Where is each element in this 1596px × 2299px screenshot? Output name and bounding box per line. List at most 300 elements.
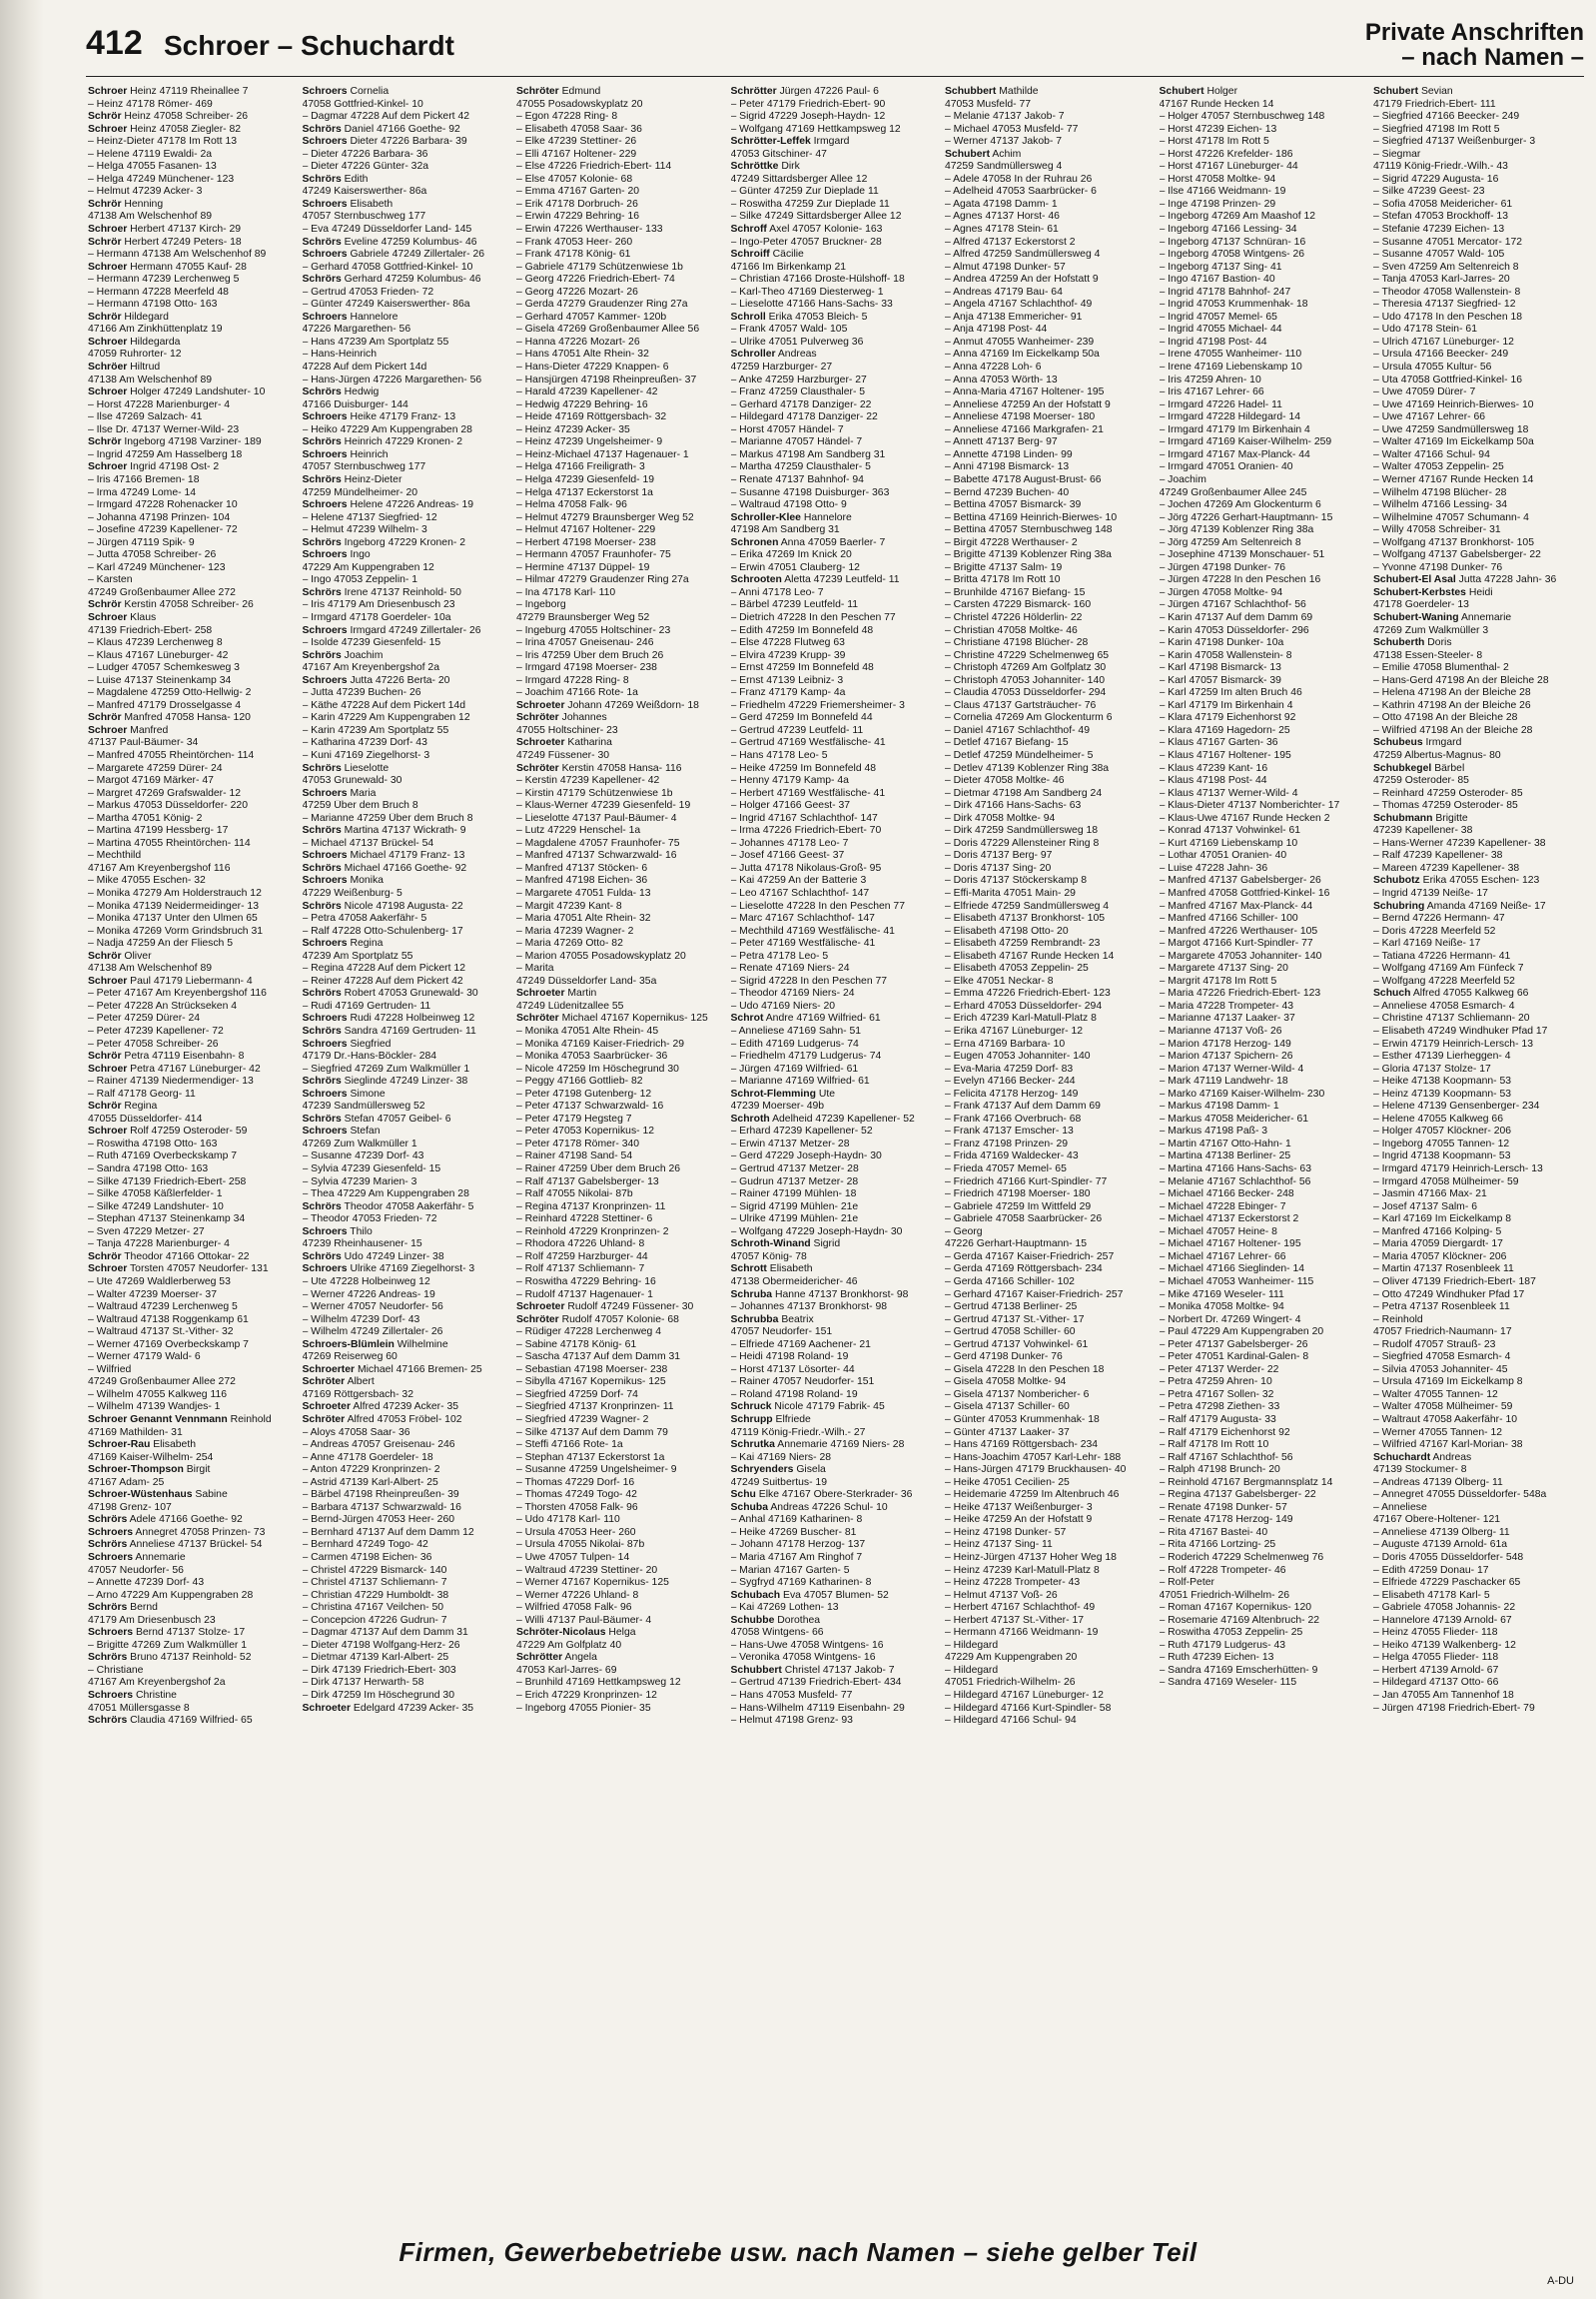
- entry-surname: Schroeter: [302, 1401, 352, 1413]
- entry-details: Udo 47249 Linzer- 38: [344, 1250, 444, 1262]
- directory-entry: [303, 1276, 510, 1289]
- entry-details: – Wilhelm 47139 Wandjes- 1: [88, 1401, 221, 1413]
- directory-entry: [1160, 174, 1367, 187]
- directory-entry: [1160, 888, 1367, 901]
- entry-details: Erika 47055 Eschen- 123: [1422, 875, 1540, 887]
- directory-entry: [303, 1064, 510, 1077]
- entry-details: – Irmgard 47167 Max-Planck- 44: [1159, 448, 1310, 460]
- entry-details: – Josefine 47239 Kapellener- 72: [88, 524, 238, 536]
- directory-entry: [516, 938, 724, 951]
- entry-details: – Gerhard 47178 Danziger- 22: [730, 398, 872, 410]
- entry-details: – Sigrid 47229 Joseph-Haydn- 12: [730, 111, 886, 123]
- entry-details: – Rita 47167 Bastei- 40: [1159, 1526, 1268, 1538]
- directory-entry: [1373, 1401, 1581, 1414]
- directory-entry: [88, 1652, 296, 1665]
- directory-entry: [945, 763, 1153, 776]
- entry-details: Hannelore: [803, 511, 852, 523]
- directory-entry: [1160, 424, 1367, 437]
- directory-entry: [1160, 1339, 1367, 1352]
- directory-entry: [1160, 111, 1367, 124]
- entry-details: Heinz 47119 Rheinallee 7: [130, 86, 249, 97]
- entry-details: – Werner 47226 Andreas- 19: [302, 1288, 435, 1300]
- entry-surname: Schruba: [730, 1288, 773, 1300]
- directory-entry: [1373, 362, 1581, 375]
- directory-entry: [731, 1389, 939, 1402]
- entry-details: – Ralf 47179 Eichenhorst 92: [1159, 1426, 1290, 1438]
- directory-entry: [516, 1514, 724, 1527]
- directory-entry: [731, 362, 939, 375]
- directory-entry: [1373, 1276, 1581, 1289]
- directory-entry: [1373, 1238, 1581, 1251]
- directory-entry: [88, 700, 296, 713]
- directory-entry: [1373, 174, 1581, 187]
- entry-details: – Ruth 47179 Ludgerus- 43: [1159, 1639, 1286, 1651]
- entry-details: 47166 Im Birkenkamp 21: [730, 261, 847, 273]
- entry-details: Rudolf 47249 Füssener- 30: [567, 1301, 694, 1313]
- directory-entry: [1373, 1539, 1581, 1552]
- entry-details: – Ingrid 47259 Am Hasselberg 18: [88, 448, 243, 460]
- entry-details: – Petra 47298 Ziethen- 33: [1159, 1401, 1280, 1413]
- entry-details: – Uwe 47059 Dürer- 7: [1373, 386, 1476, 398]
- entry-surname: Schuchardt: [1373, 1451, 1431, 1463]
- directory-entry: [303, 262, 510, 275]
- entry-details: – Wolfgang 47137 Bronkhorst- 105: [1373, 536, 1534, 548]
- entry-details: – Annette 47198 Linden- 99: [945, 448, 1073, 460]
- directory-entry: [88, 1351, 296, 1364]
- entry-details: Christel 47137 Jakob- 7: [784, 1664, 895, 1676]
- directory-entry: [1160, 474, 1367, 487]
- directory-entry: [88, 1314, 296, 1327]
- entry-details: – Heike 47259 Im Bonnefeld 48: [730, 762, 877, 774]
- directory-entry: [945, 1238, 1153, 1251]
- directory-entry: [1160, 612, 1367, 625]
- directory-entry: [945, 913, 1153, 926]
- entry-details: – Ingrid 47053 Krummenhak- 18: [1159, 299, 1308, 311]
- directory-entry: [1160, 1627, 1367, 1640]
- entry-details: – Brigitte 47139 Koblenzer Ring 38a: [945, 549, 1112, 561]
- entry-details: – Heinz-Dieter 47178 Im Rott 13: [88, 136, 238, 148]
- entry-details: – Dirk 47058 Moltke- 94: [945, 812, 1056, 824]
- directory-entry: [303, 1026, 510, 1039]
- directory-entry: [945, 186, 1153, 199]
- entry-details: – Peter 47179 Friedrich-Ebert- 90: [730, 98, 886, 110]
- entry-details: – Hans 47051 Alte Rhein- 32: [516, 349, 649, 361]
- entry-details: – Georg: [945, 1225, 983, 1237]
- entry-details: – Christian 47229 Humboldt- 38: [302, 1589, 449, 1601]
- entry-details: 47139 Stockumer- 8: [1373, 1464, 1467, 1476]
- entry-details: – Hermann 47239 Lerchenweg 5: [88, 274, 240, 286]
- entry-details: – Ilse 47166 Weidmann- 19: [1159, 186, 1286, 198]
- directory-entry: [1373, 1590, 1581, 1603]
- entry-details: – Ulrike 47199 Mühlen- 21e: [730, 1213, 859, 1225]
- directory-entry: [945, 951, 1153, 964]
- directory-entry: [303, 274, 510, 287]
- directory-entry: [88, 637, 296, 650]
- directory-entry: [731, 224, 939, 237]
- directory-entry: [731, 1076, 939, 1089]
- directory-entry: [516, 888, 724, 901]
- directory-entry: [945, 1126, 1153, 1139]
- entry-details: – Heiko 47139 Walkenberg- 12: [1373, 1639, 1516, 1651]
- entry-details: – Jürgen 47119 Spik- 9: [88, 536, 195, 548]
- directory-entry: [303, 675, 510, 688]
- entry-details: 47166 Am Zinkhüttenplatz 19: [88, 324, 223, 336]
- entry-details: – Horst 47226 Krefelder- 186: [1159, 148, 1293, 160]
- directory-entry: [731, 599, 939, 612]
- entry-details: – Gerda 47279 Graudenzer Ring 27a: [516, 299, 688, 311]
- directory-column: [1373, 86, 1588, 2205]
- entry-details: – Heinz 47239 Karl-Matull-Platz 8: [945, 1564, 1100, 1576]
- directory-entry: [945, 1514, 1153, 1527]
- entry-details: Axel 47057 Kolonie- 163: [769, 224, 883, 236]
- directory-entry: [945, 1351, 1153, 1364]
- entry-surname: Schroer: [88, 461, 128, 473]
- entry-details: – Andrea 47259 An der Hofstatt 9: [945, 274, 1099, 286]
- directory-entry: [1373, 1339, 1581, 1352]
- directory-entry: [1373, 1627, 1581, 1640]
- entry-details: – Günter 47137 Laaker- 37: [945, 1426, 1070, 1438]
- entry-details: Heike 47179 Franz- 13: [350, 411, 456, 423]
- directory-entry: [1373, 1565, 1581, 1578]
- directory-entry: [88, 224, 296, 237]
- directory-entry: [303, 512, 510, 525]
- directory-entry: [1160, 237, 1367, 250]
- directory-entry: [88, 287, 296, 300]
- directory-entry: [88, 1101, 296, 1114]
- entry-details: – Petra 47259 Ahren- 10: [1159, 1376, 1272, 1388]
- directory-entry: [731, 1201, 939, 1214]
- entry-details: – Anneliese 47169 Sahn- 51: [730, 1026, 862, 1038]
- entry-details: – Michael 47167 Holtener- 195: [1159, 1238, 1301, 1250]
- entry-details: – Hildegard 47167 Lüneburger- 12: [945, 1690, 1104, 1701]
- footer-code: A-DU: [1547, 2275, 1574, 2287]
- entry-surname: Schroers: [302, 1013, 348, 1025]
- directory-entry: [88, 650, 296, 663]
- entry-details: 47226 Margarethen- 56: [302, 324, 411, 336]
- entry-details: – Margarete 47259 Dürer- 24: [88, 762, 223, 774]
- directory-entry: [303, 86, 510, 99]
- directory-entry: [731, 1590, 939, 1603]
- entry-details: – Sandra 47169 Emscherhütten- 9: [1159, 1664, 1318, 1676]
- directory-entry: [1160, 1590, 1367, 1603]
- directory-entry: [945, 1590, 1153, 1603]
- entry-details: – Silke 47139 Friedrich-Ebert- 258: [88, 1175, 247, 1187]
- entry-details: – Helene 47119 Ewaldi- 2a: [88, 148, 213, 160]
- directory-entry: [303, 1376, 510, 1389]
- directory-entry: [88, 1527, 296, 1540]
- directory-entry: [945, 1414, 1153, 1427]
- directory-entry: [945, 349, 1153, 362]
- directory-entry: [1160, 512, 1367, 525]
- directory-entry: [945, 1627, 1153, 1640]
- directory-entry: [945, 875, 1153, 888]
- entry-details: – Ralf 47167 Schlachthof- 56: [1159, 1451, 1293, 1463]
- entry-details: – Anneliese 47058 Esmarch- 4: [1373, 1000, 1515, 1012]
- entry-details: Nicole 47198 Augusta- 22: [344, 900, 463, 912]
- directory-entry: [1373, 287, 1581, 300]
- entry-details: – Margarete 47137 Sing- 20: [1159, 963, 1288, 975]
- entry-details: – Manfred 47137 Gabelsberger- 26: [1159, 875, 1321, 887]
- directory-entry: [88, 1263, 296, 1276]
- directory-entry: [731, 1489, 939, 1502]
- directory-entry: [945, 1213, 1153, 1226]
- entry-details: – Tatiana 47226 Hermann- 41: [1373, 950, 1511, 962]
- entry-details: – Ralf 47239 Kapellener- 38: [1373, 850, 1503, 862]
- entry-details: – Hans-Jürgen 47179 Bruckhausen- 40: [945, 1464, 1127, 1476]
- entry-details: – Heinz 47139 Koopmann- 53: [1373, 1088, 1512, 1100]
- entry-surname: Schroers: [302, 1088, 348, 1100]
- directory-entry: [88, 662, 296, 675]
- directory-entry: [303, 1677, 510, 1690]
- entry-details: – Gloria 47137 Stolze- 17: [1373, 1063, 1491, 1075]
- entry-details: Irmgard: [1425, 737, 1462, 749]
- directory-entry: [303, 1389, 510, 1402]
- entry-surname: Schrör: [88, 111, 122, 123]
- entry-details: – Manfred 47137 Stöcken- 6: [516, 862, 648, 874]
- entry-details: 47259 Über dem Bruch 8: [302, 800, 418, 812]
- entry-details: – Heike 47269 Buscher- 81: [730, 1526, 857, 1538]
- directory-entry: [303, 1427, 510, 1440]
- entry-details: – Roderich 47229 Schelmenweg 76: [1159, 1551, 1324, 1563]
- directory-entry: [303, 424, 510, 437]
- entry-surname: Schroers: [302, 311, 348, 323]
- entry-details: – Irina 47057 Gneisenau- 246: [516, 637, 654, 649]
- directory-entry: [88, 386, 296, 399]
- entry-details: – Dieter 47058 Moltke- 46: [945, 775, 1065, 787]
- entry-details: – Detlef 47259 Mündelheimer- 5: [945, 749, 1094, 761]
- directory-entry: [1373, 1652, 1581, 1665]
- directory-entry: [303, 599, 510, 612]
- entry-surname: Schroers: [302, 674, 348, 686]
- directory-entry: [1373, 562, 1581, 575]
- entry-surname: Schubach: [730, 1589, 781, 1601]
- directory-entry: [88, 988, 296, 1001]
- entry-details: – Maria 47239 Wagner- 2: [516, 925, 634, 937]
- entry-details: – Monika 47269 Vorm Grindsbruch 31: [88, 925, 264, 937]
- directory-entry: [1373, 324, 1581, 337]
- entry-details: – Josef 47166 Geest- 37: [730, 850, 845, 862]
- entry-details: – Ursula 47166 Beecker- 249: [1373, 349, 1509, 361]
- directory-entry: [731, 1001, 939, 1014]
- directory-entry: [1373, 124, 1581, 137]
- entry-details: – Gertrud 47169 Westfälische- 41: [730, 737, 886, 749]
- entry-surname: Schubert: [1159, 86, 1204, 97]
- directory-entry: [516, 1089, 724, 1102]
- directory-entry: [1373, 1314, 1581, 1327]
- entry-details: Brigitte: [1435, 812, 1468, 824]
- entry-details: 47249 Sittardsberger Allee 12: [730, 173, 868, 185]
- entry-details: Elisabeth: [350, 198, 394, 210]
- directory-entry: [88, 1289, 296, 1302]
- directory-entry: [516, 124, 724, 137]
- directory-entry: [516, 712, 724, 725]
- entry-details: – Wilfried 47058 Falk- 96: [516, 1602, 632, 1614]
- entry-details: – Anmut 47055 Wanheimer- 239: [945, 336, 1095, 348]
- directory-entry: [516, 324, 724, 337]
- directory-entry: [731, 136, 939, 149]
- directory-entry: [1160, 963, 1367, 976]
- directory-entry: [88, 1251, 296, 1264]
- entry-details: – Bettina 47057 Bismarck- 39: [945, 499, 1082, 511]
- entry-details: – Renate 47198 Dunker- 57: [1159, 1501, 1287, 1513]
- entry-details: – Else 47228 Flutweg 63: [730, 637, 845, 649]
- entry-details: – Elisabeth 47249 Windhuker Pfad 17: [1373, 1026, 1548, 1038]
- entry-details: – Irmgard 47228 Rohenacker 10: [88, 499, 238, 511]
- entry-details: 47139 Friedrich-Ebert- 258: [88, 624, 213, 636]
- entry-details: – Renate 47137 Bahnhof- 94: [730, 473, 864, 485]
- directory-entry: [516, 963, 724, 976]
- entry-details: 47053 Grunewald- 30: [302, 775, 402, 787]
- directory-entry: [1160, 1452, 1367, 1465]
- entry-surname: Schuba: [730, 1501, 769, 1513]
- entry-surname: Schroer: [88, 224, 128, 236]
- entry-surname: Schrörs: [302, 536, 342, 548]
- entry-details: 47269 Zum Walkmüller 1: [302, 1138, 417, 1150]
- entry-details: Irene 47137 Reinhold- 50: [344, 586, 461, 598]
- directory-entry: [516, 1114, 724, 1127]
- directory-entry: [516, 1502, 724, 1515]
- entry-details: – Manfred 47167 Max-Planck- 44: [1159, 900, 1313, 912]
- directory-entry: [88, 1401, 296, 1414]
- entry-details: – Klaus-Uwe 47167 Runde Hecken 2: [1159, 812, 1330, 824]
- entry-details: Petra 47119 Eisenbahn- 8: [124, 1051, 245, 1063]
- entry-details: – Rolf 47259 Harzburger- 44: [516, 1250, 648, 1262]
- entry-details: – Margot 47166 Kurt-Spindler- 77: [1159, 938, 1313, 950]
- entry-surname: Schroers: [88, 1551, 134, 1563]
- entry-details: – Karl 47169 Neiße- 17: [1373, 938, 1481, 950]
- directory-entry: [731, 86, 939, 99]
- directory-entry: [516, 1351, 724, 1364]
- directory-entry: [516, 926, 724, 939]
- entry-details: – Manfred 47226 Werthauser- 105: [1159, 925, 1318, 937]
- directory-entry: [303, 1251, 510, 1264]
- directory-entry: [516, 838, 724, 851]
- entry-details: – Marianne 47057 Händel- 7: [730, 436, 863, 448]
- entry-details: Maria: [350, 787, 377, 799]
- directory-entry: [945, 1039, 1153, 1052]
- entry-details: – Marko 47169 Kaiser-Wilhelm- 230: [1159, 1088, 1325, 1100]
- directory-entry: [731, 249, 939, 262]
- entry-details: – Ralf 47137 Gabelsberger- 13: [516, 1175, 659, 1187]
- entry-details: – Uwe 47259 Sandmüllersweg 18: [1373, 423, 1529, 435]
- entry-details: – Willi 47137 Paul-Bäumer- 4: [516, 1614, 652, 1626]
- directory-entry: [516, 424, 724, 437]
- entry-surname: Schroeter: [516, 699, 565, 711]
- directory-entry: [731, 1089, 939, 1102]
- directory-entry: [88, 875, 296, 888]
- entry-details: – Klaus 47167 Garten- 36: [1159, 737, 1278, 749]
- entry-details: – Christel 47137 Schliemann- 7: [302, 1577, 447, 1589]
- directory-entry: [516, 186, 724, 199]
- entry-details: – Markus 47058 Meidericher- 61: [1159, 1113, 1309, 1125]
- directory-entry: [1373, 788, 1581, 801]
- entry-details: – Rainer 47259 Über dem Bruch 26: [516, 1163, 681, 1175]
- entry-details: Michael 47179 Franz- 13: [350, 850, 465, 862]
- directory-entry: [303, 1590, 510, 1603]
- entry-details: – Heinz 47137 Sing- 11: [945, 1539, 1053, 1551]
- directory-entry: [88, 299, 296, 312]
- entry-details: Gisela: [796, 1464, 826, 1476]
- entry-details: – Siegfried 47239 Wagner- 2: [516, 1413, 649, 1425]
- entry-details: – Angela 47167 Schlachthof- 49: [945, 299, 1093, 311]
- directory-entry: [1160, 124, 1367, 137]
- entry-details: 47198 Grenz- 107: [88, 1501, 172, 1513]
- entry-details: 47249 Lüdenitzallee 55: [516, 1000, 624, 1012]
- entry-surname: Schroth: [730, 1113, 770, 1125]
- directory-entry: [731, 1414, 939, 1427]
- entry-details: – Martin 47137 Rosenbleek 11: [1373, 1263, 1514, 1275]
- directory-entry: [516, 512, 724, 525]
- entry-details: Hannelore: [350, 311, 399, 323]
- directory-entry: [731, 512, 939, 525]
- directory-entry: [1160, 1213, 1367, 1226]
- directory-entry: [88, 1163, 296, 1176]
- directory-entry: [945, 1389, 1153, 1402]
- directory-entry: [516, 1076, 724, 1089]
- directory-entry: [516, 111, 724, 124]
- entry-surname: Schubbert: [730, 1664, 782, 1676]
- directory-entry: [516, 1677, 724, 1690]
- directory-entry: [1160, 1602, 1367, 1615]
- directory-entry: [1373, 1289, 1581, 1302]
- entry-details: Monika: [350, 875, 384, 887]
- directory-entry: [1373, 1326, 1581, 1339]
- entry-surname: Schrör: [88, 236, 122, 248]
- entry-details: – Margarete 47051 Fulda- 13: [516, 888, 651, 899]
- directory-entry: [88, 850, 296, 863]
- directory-entry: [303, 1076, 510, 1089]
- entry-details: – Heidemarie 47259 Im Altenbruch 46: [945, 1489, 1120, 1501]
- directory-entry: [303, 1514, 510, 1527]
- directory-entry: [303, 224, 510, 237]
- directory-entry: [731, 499, 939, 512]
- directory-entry: [1373, 574, 1581, 587]
- entry-details: – Monika 47139 Neidermeidinger- 13: [88, 900, 259, 912]
- entry-details: – Marianne 47137 Laaker- 37: [1159, 1013, 1295, 1025]
- entry-details: – Astrid 47139 Karl-Albert- 25: [302, 1476, 438, 1488]
- entry-details: – Ursula 47055 Nikolai- 87b: [516, 1539, 645, 1551]
- entry-details: – Christoph 47053 Johanniter- 140: [945, 674, 1106, 686]
- directory-entry: [945, 99, 1153, 112]
- directory-entry: [945, 574, 1153, 587]
- directory-entry: [516, 1690, 724, 1703]
- entry-details: 47059 Ruhrorter- 12: [88, 349, 182, 361]
- entry-details: – Elisabeth 47137 Bronkhorst- 105: [945, 913, 1106, 925]
- directory-entry: [731, 111, 939, 124]
- entry-details: 47249 Düsseldorfer Land- 35a: [516, 975, 657, 987]
- directory-entry: [731, 1364, 939, 1377]
- entry-surname: Schubbert: [945, 86, 997, 97]
- entry-details: – Roman 47167 Kopernikus- 120: [1159, 1602, 1311, 1614]
- directory-entry: [1373, 375, 1581, 387]
- entry-details: – Frieda 47057 Memel- 65: [945, 1163, 1067, 1175]
- directory-entry: [1160, 1226, 1367, 1239]
- entry-details: Martina 47137 Wickrath- 9: [344, 825, 466, 837]
- directory-entry: [1160, 1013, 1367, 1026]
- entry-surname: Schröter-Nicolaus: [516, 1627, 606, 1639]
- entry-details: – Claudia 47053 Düsseldorfer- 294: [945, 687, 1107, 699]
- directory-entry: [303, 149, 510, 162]
- entry-details: – Almut 47198 Dunker- 57: [945, 261, 1066, 273]
- entry-details: – Hilmar 47279 Graudenzer Ring 27a: [516, 574, 689, 586]
- directory-entry: [1160, 1577, 1367, 1590]
- entry-details: 47228 Auf dem Pickert 14d: [302, 362, 427, 374]
- entry-details: – Petra 47178 Leo- 5: [730, 950, 829, 962]
- entry-details: – Udo 47178 Karl- 110: [516, 1514, 620, 1526]
- entry-details: Heinz-Dieter: [344, 473, 402, 485]
- directory-entry: [945, 161, 1153, 174]
- entry-details: 47249 Suitbertus- 19: [730, 1476, 827, 1488]
